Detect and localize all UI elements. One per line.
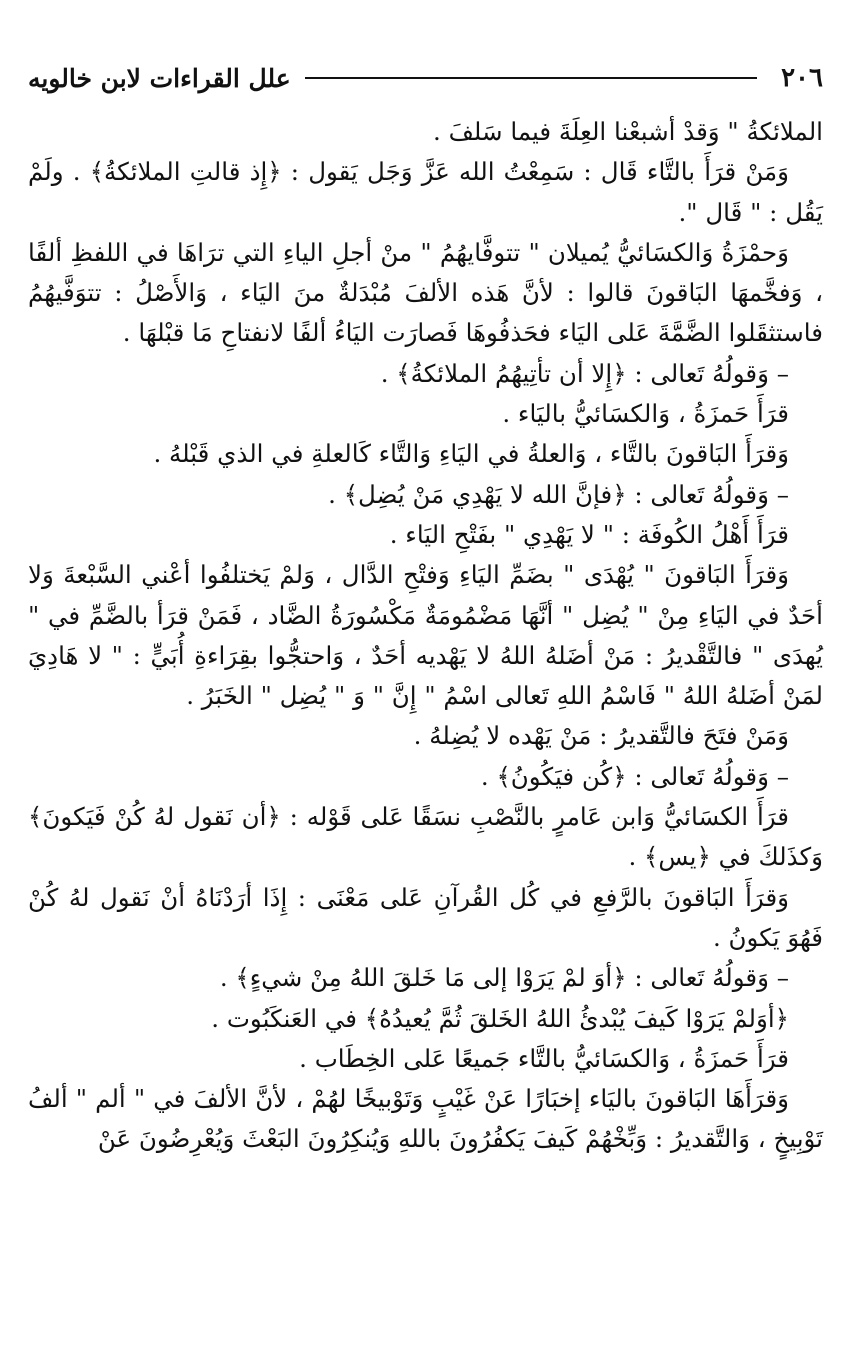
body-text <box>28 112 823 1160</box>
paragraph: وَقرَأَ البَاقونَ بالرَّفعِ في كُل القُرآنِ عَلى مَعْنَى : إِذَا أرَدْنَاهُ أنْ نَقول لهُ كُنْ فَهُوَ يَكونُ . <box>28 882 823 952</box>
paragraph: – وَقولُهُ تَعالى : ﴿كُن فيَكُونُ﴾ . <box>480 761 789 791</box>
paragraph: ﴿أوَلمْ يَرَوْا كَيفَ يُبْدئُ اللهُ الخَلقَ ثُمَّ يُعيدُهُ﴾ في العَنكَبُوت . <box>211 1003 789 1033</box>
paragraph: – وَقولُهُ تَعالى : ﴿فإنَّ الله لا يَهْدِي مَنْ يُضِل﴾ . <box>328 479 789 509</box>
paragraph: – وَقولُهُ تَعالى : ﴿أوَ لمْ يَرَوْا إلى مَا خَلقَ اللهُ مِنْ شيءٍ﴾ . <box>219 963 789 993</box>
running-title: علل القراءات لابن خالويه <box>28 63 291 93</box>
paragraph: قرَأَ الكسَائيُّ وَابن عَامرٍ بالنَّصْبِ نسَقًا عَلى قَوْله : ﴿أن نَقول لهُ كُنْ فَيَكونَ﴾ وَكذَلكَ في ﴿يس﴾ . <box>28 802 823 872</box>
paragraph: قرَأَ حَمزَةُ ، وَالكسَائيُّ باليَاء . <box>502 399 789 429</box>
page-number: ٢٠٦ <box>781 63 823 93</box>
paragraph: وَقرَأَ البَاقونَ " يُهْدَى " بضَمِّ اليَاءِ وَفتْحِ الدَّال ، وَلمْ يَختلفُوا أعْني السَّبْعةَ وَلا أحَدٌ في اليَاءِ مِنْ " يُضِل " أنَّهَا مَضْمُومَةٌ مَكْسُورَةُ الضَّاد ، فَمَنْ قرَأ بالضَّمِّ في " يُهدَى " فالتَّقْديرُ : مَنْ أضَلهُ اللهُ لا يَهْديه أحَدٌ ، وَاحتجُّوا بقِرَاءةِ أُبَيٍّ : " لا هَادِيَ لمَنْ أضَلهُ اللهُ " فَاسْمُ اللهِ تَعالى اسْمُ " إِنَّ " وَ " يُضِل " الخَبَرُ . <box>28 560 823 711</box>
page-header <box>28 58 823 98</box>
paragraph: وَقرَأَهَا البَاقونَ باليَاء إخبَارًا عَنْ غَيْبٍ وَتَوْبيخًا لهُمْ ، لأنَّ الألفَ في " ألم " ألفُ تَوْبِيخٍ ، وَالتَّقديرُ : وَبِّخْهُمْ كَيفَ يَكفُرُونَ باللهِ وَيُنكِرُونَ البَعْثَ وَيُعْرِضُونَ عَنْ <box>28 1084 823 1154</box>
paragraph: قرَأَ حَمزَةُ ، وَالكسَائيُّ بالتَّاء جَميعًا عَلى الخِطَاب . <box>299 1043 789 1073</box>
paragraph: وَمَنْ فتَحَ فالتَّقديرُ : مَنْ يَهْده لا يُضِلهُ . <box>413 721 789 751</box>
paragraph: الملائكةُ " وَقدْ أشبعْنا العِلَةَ فيما سَلفَ . <box>433 117 823 146</box>
paragraph: وَقرَأَ البَاقونَ بالتَّاء ، وَالعلةُ في اليَاءِ وَالتَّاء كَالعلةِ في الذي قَبْلهُ . <box>153 439 789 469</box>
paragraph: – وَقولُهُ تَعالى : ﴿إِلا أن تأتِيهُمُ الملائكةُ﴾ . <box>380 358 789 388</box>
paragraph: وَمَنْ قرَأَ بالتَّاء قَال : سَمِعْتُ الله عَزَّ وَجَل يَقول : ﴿إِذ قالتِ الملائكةُ﴾ . ولَمْ يَقُل : " قَال ". <box>28 157 823 227</box>
header-rule <box>305 77 757 79</box>
paragraph: وَحمْزَةُ وَالكسَائيُّ يُميلان " تتوفَّايهُمُ " منْ أجلِ الياءِ التي ترَاهَا في اللفظِ ألفًا ، وَفخَّمهَا البَاقونَ قالوا : لأنَّ هَذه الألفَ مُبْدَلةٌ منَ اليَاء ، وَالأَصْلُ : تتوَفَّيهُمُ فاستثقَلوا الضَّمَّةَ عَلى اليَاء فحَذفُوهَا فَصارَت اليَاءُ ألفًا لانفتاحِ مَا قبْلهَا . <box>28 237 823 348</box>
paragraph: قرَأَ أَهْلُ الكُوفَة : " لا يَهْدِي " بفَتْحِ اليَاء . <box>389 519 789 549</box>
